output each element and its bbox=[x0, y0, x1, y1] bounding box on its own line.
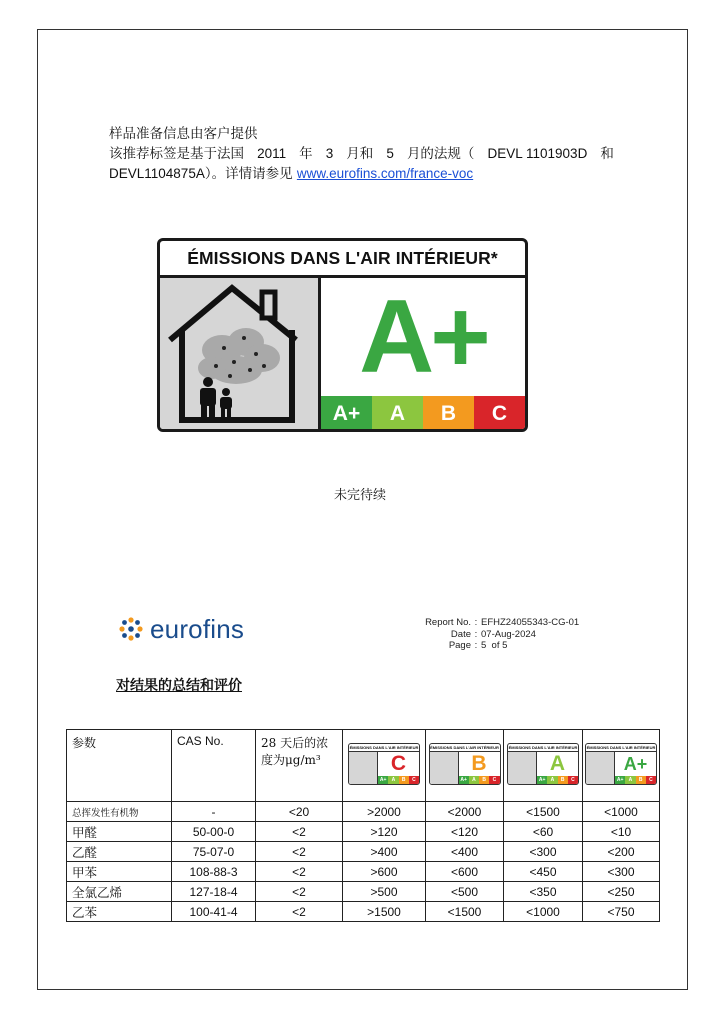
mini-scale-aplus: A+ bbox=[616, 777, 624, 783]
grade-current: A+ bbox=[359, 279, 487, 395]
eurofins-logo-text: eurofins bbox=[150, 613, 245, 644]
cell-limit-a: <1000 bbox=[504, 902, 583, 922]
table-row bbox=[67, 902, 660, 922]
cell-limit-c: >500 bbox=[343, 882, 426, 902]
eurofins-france-voc-link[interactable]: www.eurofins.com/france-voc bbox=[296, 166, 474, 181]
cell-param: 全氯乙烯 bbox=[67, 882, 172, 902]
mini-label-b bbox=[429, 743, 501, 785]
mini-label-aplus bbox=[585, 743, 657, 785]
cell-concentration: <2 bbox=[256, 902, 343, 922]
grade-scale-a: A bbox=[372, 396, 423, 432]
intro-text: 该推荐标签是基于法国 bbox=[109, 146, 244, 162]
cell-param: 乙醛 bbox=[67, 842, 172, 862]
header-grade-b bbox=[426, 730, 504, 802]
house-icon-panel bbox=[160, 278, 321, 432]
mini-label-title: ÉMISSIONS DANS L'AIR INTÉRIEUR bbox=[586, 745, 656, 750]
mini-label-title: ÉMISSIONS DANS L'AIR INTÉRIEUR bbox=[430, 745, 499, 750]
grade-scale-b: B bbox=[423, 396, 474, 432]
cell-concentration: <2 bbox=[256, 882, 343, 902]
cell-limit-aplus: <750 bbox=[583, 902, 660, 922]
intro-regulation: DEVL 1101903D bbox=[487, 146, 588, 161]
cell-limit-c: >120 bbox=[343, 822, 426, 842]
intro-text: 月的法规（ bbox=[406, 146, 475, 162]
intro-text: 和 bbox=[600, 146, 614, 162]
table-row bbox=[67, 802, 660, 822]
grade-panel bbox=[321, 278, 525, 432]
date-label: Date bbox=[450, 628, 471, 640]
intro-regulation: DEVL1104875A bbox=[109, 166, 205, 181]
mini-scale-c: C bbox=[489, 776, 499, 784]
mini-scale-c: C bbox=[646, 776, 656, 784]
mini-grade-scale bbox=[378, 776, 419, 784]
mini-scale-a: A bbox=[388, 776, 398, 784]
cell-param: 乙苯 bbox=[67, 902, 172, 922]
table-body bbox=[67, 802, 660, 922]
cell-limit-a: <300 bbox=[504, 842, 583, 862]
cell-param: 总挥发性有机物 bbox=[67, 802, 172, 822]
eurofins-logo bbox=[118, 612, 244, 646]
report-meta bbox=[420, 617, 579, 652]
continued-note: 未完待续 bbox=[333, 488, 386, 503]
emission-label-big bbox=[157, 238, 528, 432]
cell-cas: 75-07-0 bbox=[172, 842, 256, 862]
cell-param: 甲醛 bbox=[67, 822, 172, 842]
header-grade-aplus bbox=[583, 730, 660, 802]
cell-limit-c: >2000 bbox=[343, 802, 426, 822]
page-value: 5 of 5 bbox=[481, 640, 508, 651]
mini-label-title: ÉMISSIONS DANS L'AIR INTÉRIEUR bbox=[508, 745, 578, 750]
cell-limit-a: <350 bbox=[504, 882, 583, 902]
cell-limit-aplus: <10 bbox=[583, 822, 660, 842]
mini-scale-aplus: A+ bbox=[379, 777, 387, 783]
cell-cas: 127-18-4 bbox=[172, 882, 256, 902]
header-param: 参数 bbox=[67, 730, 172, 802]
mini-scale-b: B bbox=[479, 776, 489, 784]
mini-label-a bbox=[507, 743, 579, 785]
intro-year: 2011 bbox=[257, 146, 287, 161]
mini-grade: A+ bbox=[623, 754, 648, 774]
mini-grade-scale bbox=[537, 776, 578, 784]
mini-house-icon bbox=[508, 752, 537, 784]
cell-limit-a: <450 bbox=[504, 862, 583, 882]
intro-line-1: 样品准备信息由客户提供 bbox=[109, 126, 258, 142]
mini-scale-a: A bbox=[547, 776, 557, 784]
cell-cas: 50-00-0 bbox=[172, 822, 256, 842]
cell-concentration: <20 bbox=[256, 802, 343, 822]
cell-concentration: <2 bbox=[256, 862, 343, 882]
cell-limit-b: <120 bbox=[426, 822, 504, 842]
mini-scale-b: B bbox=[399, 776, 409, 784]
header-grade-c bbox=[343, 730, 426, 802]
emission-label-title: ÉMISSIONS DANS L'AIR INTÉRIEUR* bbox=[160, 241, 525, 278]
eurofins-logo-icon bbox=[118, 616, 144, 642]
table-header-row bbox=[67, 730, 660, 802]
cell-limit-b: <500 bbox=[426, 882, 504, 902]
mini-grade-scale bbox=[459, 776, 500, 784]
results-table bbox=[66, 729, 660, 922]
table-row bbox=[67, 862, 660, 882]
mini-scale-c: C bbox=[409, 776, 419, 784]
report-no-label: Report No. bbox=[425, 617, 471, 628]
intro-line-3 bbox=[109, 164, 614, 184]
grade-scale-c: C bbox=[474, 396, 525, 432]
mini-house-icon bbox=[586, 752, 615, 784]
header-grade-a bbox=[504, 730, 583, 802]
mini-grade: A bbox=[549, 752, 566, 775]
mini-house-icon bbox=[430, 752, 459, 784]
mini-scale-b: B bbox=[558, 776, 568, 784]
grade-scale-aplus: A+ bbox=[321, 396, 372, 432]
cell-limit-a: <1500 bbox=[504, 802, 583, 822]
cell-limit-b: <600 bbox=[426, 862, 504, 882]
header-concentration-line1: 28 天后的浓 bbox=[261, 736, 329, 750]
cell-cas: - bbox=[172, 802, 256, 822]
cell-limit-c: >1500 bbox=[343, 902, 426, 922]
intro-text: 月和 bbox=[346, 146, 374, 162]
page-label: Page bbox=[448, 640, 471, 651]
mini-label-title: ÉMISSIONS DANS L'AIR INTÉRIEUR bbox=[349, 745, 419, 750]
grade-scale bbox=[321, 396, 525, 432]
mini-grade-scale bbox=[615, 776, 656, 784]
cell-concentration: <2 bbox=[256, 842, 343, 862]
table-row bbox=[67, 822, 660, 842]
cell-param: 甲苯 bbox=[67, 862, 172, 882]
intro-month: 5 bbox=[386, 146, 394, 161]
cell-cas: 108-88-3 bbox=[172, 862, 256, 882]
section-title: 对结果的总结和评价 bbox=[116, 678, 242, 694]
date-row: Date : 07-Aug-2024 bbox=[420, 629, 579, 641]
header-concentration-line2: 度为μg/m³ bbox=[261, 753, 321, 767]
cell-cas: 100-41-4 bbox=[172, 902, 256, 922]
report-no-row: Report No. : EFHZ24055343-CG-01 bbox=[420, 617, 579, 629]
mini-scale-a: A bbox=[469, 776, 479, 784]
cell-limit-b: <400 bbox=[426, 842, 504, 862]
cell-limit-c: >600 bbox=[343, 862, 426, 882]
intro-text: 年 bbox=[299, 146, 313, 162]
cell-limit-b: <1500 bbox=[426, 902, 504, 922]
intro-paragraph bbox=[109, 124, 614, 184]
table-row bbox=[67, 842, 660, 862]
mini-scale-c: C bbox=[568, 776, 578, 784]
cell-limit-aplus: <1000 bbox=[583, 802, 660, 822]
cell-limit-a: <60 bbox=[504, 822, 583, 842]
cell-limit-c: >400 bbox=[343, 842, 426, 862]
cell-limit-aplus: <250 bbox=[583, 882, 660, 902]
date-value: 07-Aug-2024 bbox=[481, 628, 536, 640]
mini-scale-aplus: A+ bbox=[460, 777, 467, 783]
report-no-value: EFHZ24055343-CG-01 bbox=[481, 617, 580, 628]
mini-scale-b: B bbox=[636, 776, 646, 784]
intro-line-2 bbox=[109, 144, 614, 164]
mini-label-c bbox=[348, 743, 420, 785]
header-concentration bbox=[256, 730, 343, 802]
header-cas: CAS No. bbox=[172, 730, 256, 802]
page-row: Page : 5 of 5 bbox=[420, 640, 579, 652]
cell-limit-aplus: <300 bbox=[583, 862, 660, 882]
mini-grade: C bbox=[390, 752, 407, 775]
house-with-family-icon bbox=[160, 278, 318, 432]
cell-limit-b: <2000 bbox=[426, 802, 504, 822]
intro-text: ）。详情请参见 bbox=[204, 166, 293, 182]
cell-limit-aplus: <200 bbox=[583, 842, 660, 862]
mini-scale-a: A bbox=[625, 776, 635, 784]
mini-grade: B bbox=[471, 752, 487, 775]
intro-month: 3 bbox=[325, 146, 334, 161]
cell-concentration: <2 bbox=[256, 822, 343, 842]
mini-house-icon bbox=[349, 752, 378, 784]
table-row bbox=[67, 882, 660, 902]
mini-scale-aplus: A+ bbox=[538, 777, 546, 783]
